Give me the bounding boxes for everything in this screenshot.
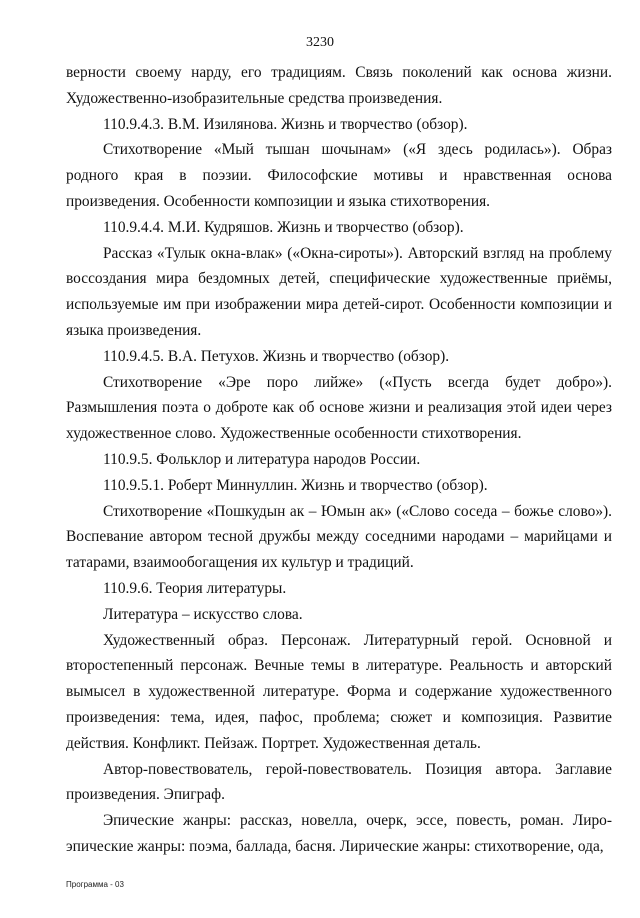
paragraph: верности своему нарду, его традициям. Связь поколений как основа жизни. Художественно-изобразительные средства произведения. (66, 64, 612, 107)
page-number: 3230 (306, 35, 334, 50)
section-heading: 110.9.4.4. М.И. Кудряшов. Жизнь и творчество (обзор). (103, 218, 464, 236)
section-heading: 110.9.4.3. В.М. Изилянова. Жизнь и творчество (обзор). (103, 115, 468, 133)
paragraph: Эпические жанры: рассказ, новелла, очерк, эссе, повесть, роман. Лиро-эпические жанры: поэма, баллада, басня. Лирические жанры: стихотворение, ода, (66, 812, 612, 855)
section-heading: 110.9.4.5. В.А. Петухов. Жизнь и творчество (обзор). (103, 347, 450, 365)
paragraph: Стихотворение «Эре поро лийже» («Пусть всегда будет добро»). Размышления поэта о доброте как об основе жизни и реализация этой идеи через художественное слово. Художественные особенности стихотворения. (66, 373, 612, 443)
paragraph: Автор-повествователь, герой-повествователь. Позиция автора. Заглавие произведения. Эпиграф. (66, 760, 612, 804)
paragraph: Художественный образ. Персонаж. Литературный герой. Основной и второстепенный персонаж. Вечные темы в литературе. Реальность и авторский вымысел в художественной литературе. Форма и содержание художественного произведения: тема, идея, пафос, проблема; сюжет и композиция. Развитие действия. Конфликт. Пейзаж. Портрет. Художественная деталь. (66, 631, 612, 752)
paragraph: Стихотворение «Пошкудын ак – Юмын ак» («Слово соседа – божье слово»). Воспевание автором тесной дружбы между соседними народами – марийцами и татарами, взаимообогащения их культур и традиций. (66, 502, 612, 572)
page-footer: Программа - 03 (66, 880, 124, 889)
document-body (66, 60, 612, 860)
paragraph: Литература – искусство слова. (103, 605, 303, 623)
paragraph: Стихотворение «Мый тышан шочынам» («Я здесь родилась»). Образ родного края в поэзии. Философские мотивы и нравственная основа произведения. Особенности композиции и языка стихотворения. (66, 141, 612, 210)
section-heading: 110.9.6. Теория литературы. (103, 579, 287, 597)
section-heading: 110.9.5.1. Роберт Миннуллин. Жизнь и творчество (обзор). (103, 476, 488, 494)
section-heading: 110.9.5. Фольклор и литература народов России. (103, 450, 421, 468)
paragraph: Рассказ «Тулык окна-влак» («Окна-сироты»). Авторский взгляд на проблему воссоздания мира бездомных детей, специфические художественные приёмы, используемые им при изображении мира детей-сирот. Особенности композиции и языка произведения. (66, 244, 612, 339)
